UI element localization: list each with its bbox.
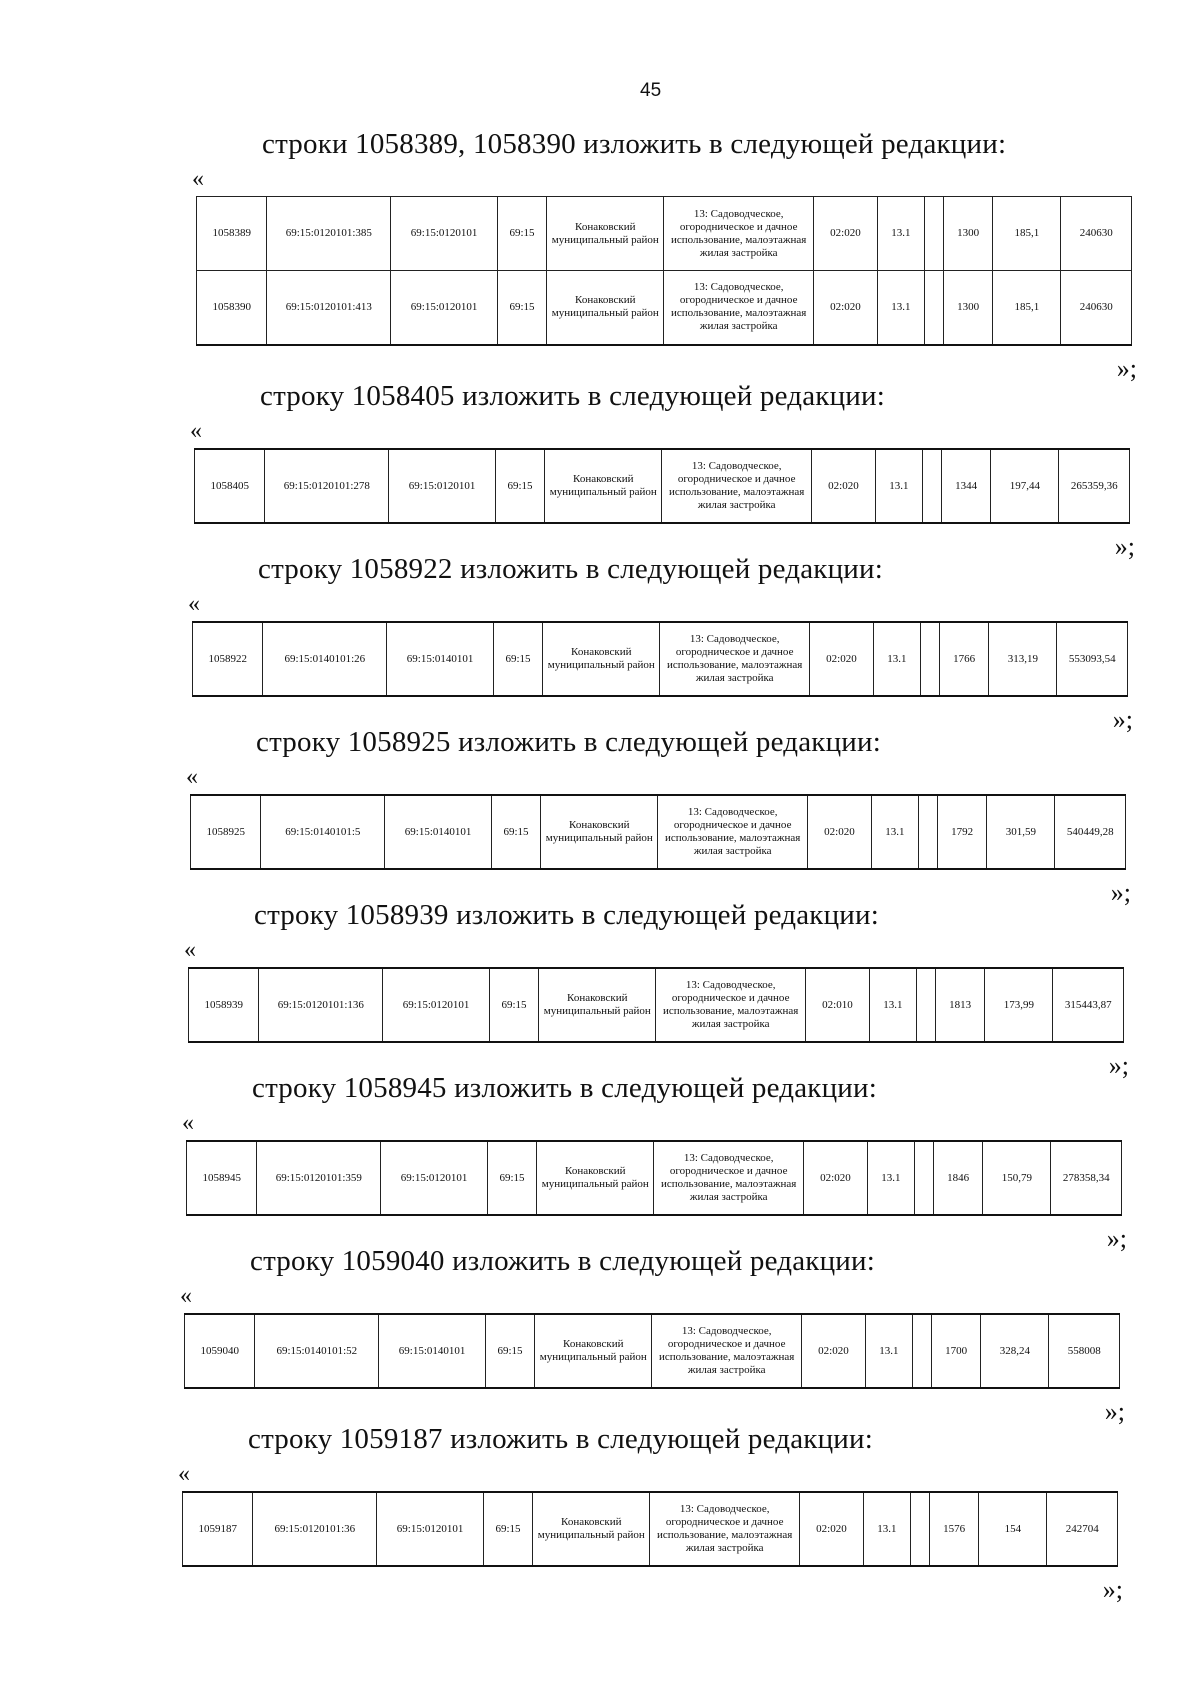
cell-id: 1058405 [195, 449, 265, 523]
amendment-table [194, 448, 1130, 524]
cell-cadastral-value: 240630 [1061, 271, 1132, 345]
cell-region-code: 69:15 [495, 449, 544, 523]
cell-cadastral-quarter: 69:15:0120101 [383, 968, 490, 1042]
cell-code: 02:020 [813, 197, 877, 271]
cell-district: Конаковский муниципальный район [533, 1492, 650, 1566]
cell-cadastral-quarter: 69:15:0120101 [391, 197, 498, 271]
cell-use-type: 13: Садоводческое, огородническое и дачное использование, малоэтажная жилая застройка [664, 271, 813, 345]
cell-rate: 185,1 [993, 271, 1061, 345]
cell-empty [924, 271, 943, 345]
cell-use-type: 13: Садоводческое, огородническое и дачное использование, малоэтажная жилая застройка [660, 622, 809, 696]
cell-area: 1846 [934, 1141, 983, 1215]
closing-quote: »; [1116, 354, 1137, 383]
cell-area: 1344 [942, 449, 991, 523]
cell-area: 1700 [932, 1314, 981, 1388]
cell-code: 02:020 [801, 1314, 865, 1388]
table-row [195, 449, 1130, 523]
closing-quote: »; [1104, 1397, 1125, 1426]
amendment-block [180, 1245, 1125, 1437]
closing-quote: »; [1112, 705, 1133, 734]
cell-district: Конаковский муниципальный район [537, 1141, 654, 1215]
cell-district: Конаковский муниципальный район [535, 1314, 652, 1388]
amendment-heading: строку 1058945 изложить в следующей редакции: [252, 1072, 877, 1104]
cell-cadastral-quarter: 69:15:0140101 [385, 795, 492, 869]
cell-code: 02:020 [809, 622, 873, 696]
cell-area: 1792 [938, 795, 987, 869]
opening-quote: « [180, 1283, 192, 1309]
cell-cadastral-number: 69:15:0120101:36 [253, 1492, 377, 1566]
cell-empty [912, 1314, 931, 1388]
amendment-table [190, 794, 1126, 870]
amendment-heading: строки 1058389, 1058390 изложить в следующей редакции: [262, 128, 1007, 160]
cell-use-type: 13: Садоводческое, огородническое и дачное использование, малоэтажная жилая застройка [652, 1314, 801, 1388]
cell-group: 13.1 [865, 1314, 912, 1388]
cell-cadastral-value: 553093,54 [1057, 622, 1128, 696]
cell-use-type: 13: Садоводческое, огородническое и дачное использование, малоэтажная жилая застройка [662, 449, 811, 523]
opening-quote: « [188, 591, 200, 617]
cell-empty [924, 197, 943, 271]
amendment-block [186, 726, 1131, 918]
cell-rate: 173,99 [985, 968, 1053, 1042]
cell-cadastral-value: 540449,28 [1055, 795, 1126, 869]
amendment-block [190, 380, 1135, 572]
cell-code: 02:010 [805, 968, 869, 1042]
cell-id: 1058389 [197, 197, 267, 271]
cell-region-code: 69:15 [483, 1492, 532, 1566]
cell-group: 13.1 [869, 968, 916, 1042]
cell-cadastral-number: 69:15:0120101:359 [257, 1141, 381, 1215]
cell-id: 1059187 [183, 1492, 253, 1566]
cell-rate: 301,59 [987, 795, 1055, 869]
amendment-block [192, 128, 1137, 394]
cell-cadastral-value: 240630 [1061, 197, 1132, 271]
amendment-block [188, 553, 1133, 745]
table-row [183, 1492, 1118, 1566]
cell-area: 1813 [936, 968, 985, 1042]
amendment-table [186, 1140, 1122, 1216]
cell-district: Конаковский муниципальный район [545, 449, 662, 523]
cell-cadastral-value: 265359,36 [1059, 449, 1130, 523]
cell-empty [920, 622, 939, 696]
page-number: 45 [640, 80, 662, 101]
cell-id: 1058925 [191, 795, 261, 869]
opening-quote: « [182, 1110, 194, 1136]
cell-empty [918, 795, 937, 869]
amendment-table [196, 196, 1132, 346]
closing-quote: »; [1108, 1051, 1129, 1080]
cell-cadastral-number: 69:15:0140101:26 [263, 622, 387, 696]
table-row [193, 622, 1128, 696]
cell-area: 1300 [944, 197, 993, 271]
amendment-block [184, 899, 1129, 1091]
opening-quote: « [178, 1461, 190, 1487]
cell-group: 13.1 [875, 449, 922, 523]
cell-cadastral-quarter: 69:15:0120101 [381, 1141, 488, 1215]
cell-use-type: 13: Садоводческое, огородническое и дачное использование, малоэтажная жилая застройка [656, 968, 805, 1042]
cell-cadastral-quarter: 69:15:0120101 [377, 1492, 484, 1566]
cell-region-code: 69:15 [493, 622, 542, 696]
cell-id: 1058922 [193, 622, 263, 696]
amendment-table [182, 1491, 1118, 1567]
cell-area: 1766 [940, 622, 989, 696]
opening-quote: « [190, 418, 202, 444]
cell-cadastral-value: 242704 [1047, 1492, 1118, 1566]
amendment-table [188, 967, 1124, 1043]
cell-cadastral-number: 69:15:0120101:385 [267, 197, 391, 271]
cell-district: Конаковский муниципальный район [543, 622, 660, 696]
cell-code: 02:020 [803, 1141, 867, 1215]
closing-quote: »; [1106, 1224, 1127, 1253]
table-row [197, 271, 1132, 345]
cell-rate: 150,79 [983, 1141, 1051, 1215]
cell-cadastral-quarter: 69:15:0140101 [387, 622, 494, 696]
cell-region-code: 69:15 [491, 795, 540, 869]
cell-code: 02:020 [799, 1492, 863, 1566]
cell-cadastral-number: 69:15:0120101:136 [259, 968, 383, 1042]
cell-empty [922, 449, 941, 523]
amendment-block [178, 1423, 1123, 1615]
cell-cadastral-quarter: 69:15:0140101 [379, 1314, 486, 1388]
cell-rate: 328,24 [981, 1314, 1049, 1388]
amendment-heading: строку 1059187 изложить в следующей редакции: [248, 1423, 873, 1455]
cell-group: 13.1 [863, 1492, 910, 1566]
cell-district: Конаковский муниципальный район [541, 795, 658, 869]
amendment-heading: строку 1059040 изложить в следующей редакции: [250, 1245, 875, 1277]
amendment-table [192, 621, 1128, 697]
cell-cadastral-value: 315443,87 [1053, 968, 1124, 1042]
cell-code: 02:020 [807, 795, 871, 869]
amendment-heading: строку 1058939 изложить в следующей редакции: [254, 899, 879, 931]
amendment-heading: строку 1058922 изложить в следующей редакции: [258, 553, 883, 585]
cell-cadastral-number: 69:15:0140101:5 [261, 795, 385, 869]
cell-rate: 313,19 [989, 622, 1057, 696]
cell-rate: 154 [979, 1492, 1047, 1566]
table-row [189, 968, 1124, 1042]
cell-region-code: 69:15 [485, 1314, 534, 1388]
cell-cadastral-quarter: 69:15:0120101 [391, 271, 498, 345]
closing-quote: »; [1110, 878, 1131, 907]
table-row [191, 795, 1126, 869]
cell-district: Конаковский муниципальный район [547, 271, 664, 345]
cell-rate: 197,44 [991, 449, 1059, 523]
cell-use-type: 13: Садоводческое, огородническое и дачное использование, малоэтажная жилая застройка [658, 795, 807, 869]
cell-region-code: 69:15 [489, 968, 538, 1042]
table-row [197, 197, 1132, 271]
cell-group: 13.1 [877, 197, 924, 271]
amendment-block [182, 1072, 1127, 1264]
cell-region-code: 69:15 [497, 271, 546, 345]
closing-quote: »; [1114, 532, 1135, 561]
cell-cadastral-quarter: 69:15:0120101 [389, 449, 496, 523]
cell-code: 02:020 [813, 271, 877, 345]
table-row [185, 1314, 1120, 1388]
cell-region-code: 69:15 [497, 197, 546, 271]
cell-empty [916, 968, 935, 1042]
opening-quote: « [192, 166, 204, 192]
table-row [187, 1141, 1122, 1215]
cell-id: 1058945 [187, 1141, 257, 1215]
cell-district: Конаковский муниципальный район [539, 968, 656, 1042]
cell-code: 02:020 [811, 449, 875, 523]
amendment-heading: строку 1058925 изложить в следующей редакции: [256, 726, 881, 758]
amendment-heading: строку 1058405 изложить в следующей редакции: [260, 380, 885, 412]
cell-region-code: 69:15 [487, 1141, 536, 1215]
cell-id: 1058939 [189, 968, 259, 1042]
amendment-table [184, 1313, 1120, 1389]
cell-id: 1059040 [185, 1314, 255, 1388]
opening-quote: « [186, 764, 198, 790]
cell-cadastral-number: 69:15:0140101:52 [255, 1314, 379, 1388]
cell-group: 13.1 [871, 795, 918, 869]
cell-group: 13.1 [877, 271, 924, 345]
cell-cadastral-number: 69:15:0120101:413 [267, 271, 391, 345]
opening-quote: « [184, 937, 196, 963]
cell-area: 1300 [944, 271, 993, 345]
cell-empty [910, 1492, 929, 1566]
cell-use-type: 13: Садоводческое, огородническое и дачное использование, малоэтажная жилая застройка [664, 197, 813, 271]
cell-group: 13.1 [873, 622, 920, 696]
closing-quote: »; [1102, 1575, 1123, 1604]
cell-cadastral-number: 69:15:0120101:278 [265, 449, 389, 523]
cell-rate: 185,1 [993, 197, 1061, 271]
cell-area: 1576 [930, 1492, 979, 1566]
cell-id: 1058390 [197, 271, 267, 345]
cell-group: 13.1 [867, 1141, 914, 1215]
cell-empty [914, 1141, 933, 1215]
cell-district: Конаковский муниципальный район [547, 197, 664, 271]
cell-use-type: 13: Садоводческое, огородническое и дачное использование, малоэтажная жилая застройка [650, 1492, 799, 1566]
cell-use-type: 13: Садоводческое, огородническое и дачное использование, малоэтажная жилая застройка [654, 1141, 803, 1215]
cell-cadastral-value: 278358,34 [1051, 1141, 1122, 1215]
cell-cadastral-value: 558008 [1049, 1314, 1120, 1388]
